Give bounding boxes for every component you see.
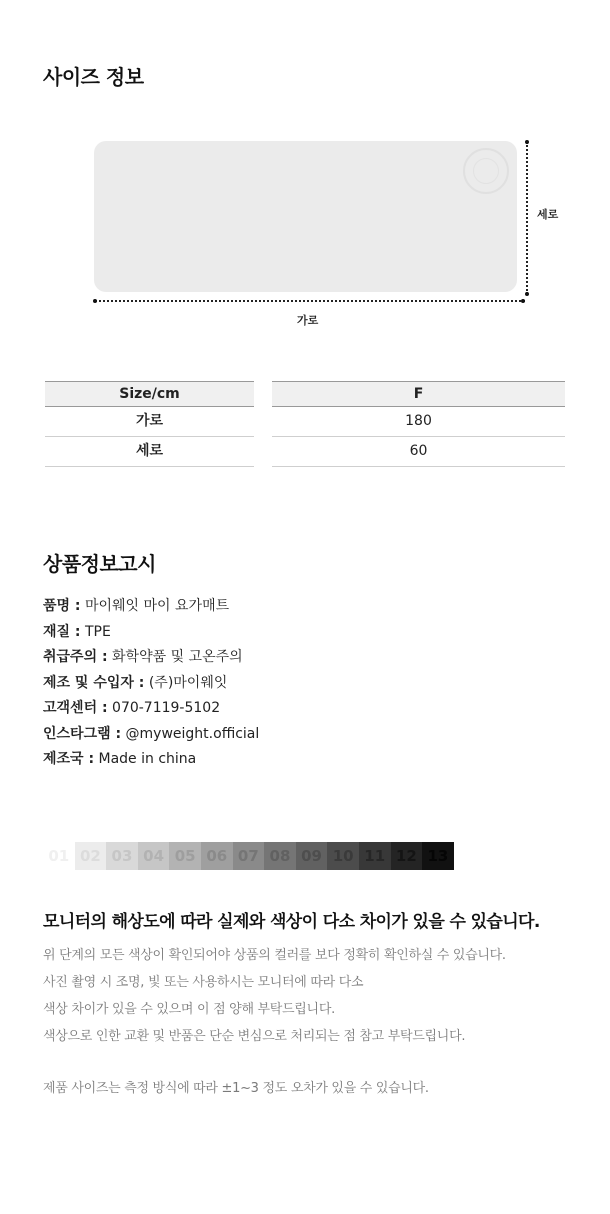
info-key: 고객센터 :: [43, 700, 108, 716]
notice-line: 색상 차이가 있을 수 있으며 이 점 양해 부탁드립니다.: [43, 1002, 335, 1017]
notice-line: 사진 촬영 시 조명, 빛 또는 사용하시는 모니터에 따라 다소: [43, 975, 364, 990]
color-chip: 04: [138, 842, 170, 870]
size-section-title: 사이즈 정보: [43, 65, 144, 89]
info-value: TPE: [84, 623, 111, 640]
color-chip: 07: [233, 842, 265, 870]
size-table-row-label: 세로: [45, 437, 254, 467]
info-key: 품명 :: [43, 598, 81, 614]
product-info-item: [43, 594, 259, 620]
yoga-mat-diagram: [94, 141, 517, 292]
color-chip: 13: [422, 842, 454, 870]
product-info-item: [43, 747, 259, 773]
info-key: 제조 및 수입자 :: [43, 674, 145, 691]
width-label: 가로: [297, 314, 319, 327]
info-key: 제조국 :: [43, 751, 95, 767]
size-table-row-value: 60: [272, 437, 565, 467]
size-table-value-column: [272, 381, 565, 467]
color-chip: 03: [106, 842, 138, 870]
color-chip: 12: [391, 842, 423, 870]
info-value: 마이웨잇 마이 요가매트: [84, 598, 230, 614]
color-chip: 10: [327, 842, 359, 870]
info-value: @myweight.official: [125, 725, 260, 742]
size-table-row-value: 180: [272, 407, 565, 437]
dimension-endpoint: [521, 299, 525, 303]
color-chip: 11: [359, 842, 391, 870]
size-table-label-column: [45, 381, 254, 467]
grayscale-color-scale: [43, 842, 454, 870]
myweight-logo-icon: [463, 148, 509, 194]
notice-line: 위 단계의 모든 색상이 확인되어야 상품의 컬러를 보다 정확히 확인하실 수 있습니다.: [43, 948, 506, 963]
info-key: 취급주의 :: [43, 649, 108, 665]
color-chip: 01: [43, 842, 75, 870]
product-info-item: [43, 722, 259, 748]
info-value: 화학약품 및 고온주의: [112, 649, 243, 665]
color-chip: 02: [75, 842, 107, 870]
dimension-endpoint: [525, 292, 529, 296]
product-info-item: [43, 671, 259, 697]
height-dimension-line: [526, 142, 528, 294]
size-table-header: Size/cm: [45, 381, 254, 407]
notice-line: 색상으로 인한 교환 및 반품은 단순 변심으로 처리되는 점 참고 부탁드립니다.: [43, 1029, 466, 1044]
product-info-list: [43, 594, 259, 773]
product-info-item: [43, 645, 259, 671]
product-info-title: 상품정보고시: [43, 552, 156, 576]
color-chip: 09: [296, 842, 328, 870]
info-key: 재질 :: [43, 623, 81, 640]
monitor-notice-text: [43, 942, 506, 1050]
info-value: Made in china: [98, 751, 197, 767]
dimension-endpoint: [93, 299, 97, 303]
color-chip: 06: [201, 842, 233, 870]
height-label: 세로: [537, 208, 559, 221]
size-table-row-label: 가로: [45, 407, 254, 437]
size-tolerance-notice: 제품 사이즈는 측정 방식에 따라 ±1~3 정도 오차가 있을 수 있습니다.: [43, 1081, 429, 1096]
monitor-notice-title: 모니터의 해상도에 따라 실제와 색상이 다소 차이가 있을 수 있습니다.: [43, 912, 540, 932]
dimension-endpoint: [525, 140, 529, 144]
color-chip: 08: [264, 842, 296, 870]
product-info-item: [43, 620, 259, 646]
info-value: (주)마이웨잇: [148, 674, 228, 691]
color-chip: 05: [169, 842, 201, 870]
width-dimension-line: [95, 300, 525, 302]
info-value: 070-7119-5102: [112, 700, 221, 716]
product-info-item: [43, 696, 259, 722]
size-table-header: F: [272, 381, 565, 407]
info-key: 인스타그램 :: [43, 725, 122, 742]
